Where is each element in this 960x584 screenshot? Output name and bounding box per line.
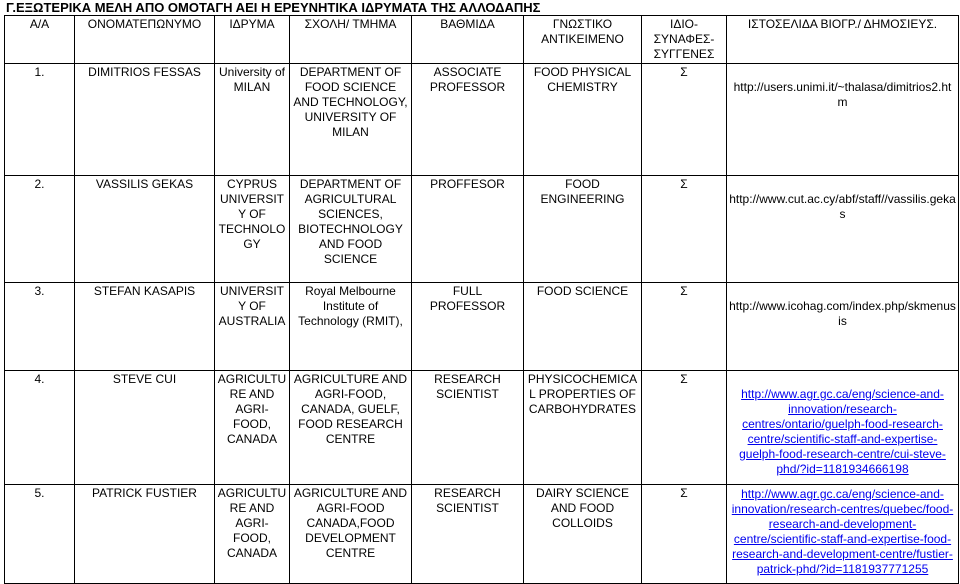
- table-row: [5, 176, 959, 283]
- row-bio-cell: [727, 176, 959, 283]
- row-school: DEPARTMENT OF FOOD SCIENCE AND TECHNOLOGY, UNIVERSITY OF MILAN: [290, 64, 412, 176]
- row-num: 2.: [5, 176, 75, 283]
- table-row: [5, 283, 959, 371]
- row-bio-cell: [727, 283, 959, 371]
- header-rank: ΒΑΘΜΙΔΑ: [412, 16, 524, 64]
- row-school: AGRICULTURE AND AGRI-FOOD CANADA,FOOD DEVELOPMENT CENTRE: [290, 485, 412, 584]
- bio-link[interactable]: http://www.agr.gc.ca/eng/science-and-innovation/research-centres/ontario/guelph-food-research-centre/scientific-staff-and-expertise-guelph-food-research-centre/cui-steve-phd/?id=1181934666198: [739, 387, 946, 476]
- row-num: 4.: [5, 371, 75, 485]
- table-row: [5, 485, 959, 584]
- row-field: PHYSICOCHEMICAL PROPERTIES OF CARBOHYDRATES: [524, 371, 642, 485]
- row-bio-cell: [727, 485, 959, 584]
- header-institution: ΙΔΡΥΜΑ: [215, 16, 290, 64]
- header-bio: ΙΣΤΟΣΕΛΙΔΑ ΒΙΟΓΡ./ ΔΗΜΟΣΙΕΥΣ.: [727, 16, 959, 64]
- row-name: VASSILIS GEKAS: [75, 176, 215, 283]
- bio-link[interactable]: http://www.icohag.com/index.php/skmenusis: [729, 299, 956, 328]
- header-school: ΣΧΟΛΗ/ ΤΜΗΜΑ: [290, 16, 412, 64]
- row-school: AGRICULTURE AND AGRI-FOOD, CANADA, GUELF, FOOD RESEARCH CENTRE: [290, 371, 412, 485]
- row-relation: Σ: [642, 371, 727, 485]
- row-rank: FULL PROFESSOR: [412, 283, 524, 371]
- row-relation: Σ: [642, 64, 727, 176]
- row-school: Royal Melbourne Institute of Technology (RMIT),: [290, 283, 412, 371]
- bio-link[interactable]: http://www.agr.gc.ca/eng/science-and-innovation/research-centres/quebec/food-research-and-development-centre/scientific-staff-and-expertise-food-research-and-development-centre/fustier-patrick-phd/?id=1181937771255: [731, 487, 954, 576]
- row-name: DIMITRIOS FESSAS: [75, 64, 215, 176]
- header-num: Α/Α: [5, 16, 75, 64]
- table-row: [5, 371, 959, 485]
- bio-link[interactable]: http://www.cut.ac.cy/abf/staff//vassilis.gekas: [729, 192, 956, 221]
- header-row: [5, 16, 959, 64]
- row-field: DAIRY SCIENCE AND FOOD COLLOIDS: [524, 485, 642, 584]
- table-row: [5, 64, 959, 176]
- bio-link[interactable]: http://users.unimi.it/~thalasa/dimitrios2.htm: [733, 80, 952, 109]
- row-institution: AGRICULTURE AND AGRI-FOOD, CANADA: [215, 371, 290, 485]
- row-field: FOOD ENGINEERING: [524, 176, 642, 283]
- page-title: Γ.ΕΞΩΤΕΡΙΚΑ ΜΕΛΗ ΑΠΟ ΟΜΟΤΑΓΗ ΑΕΙ Η ΕΡΕΥΝΗΤΙΚΑ ΙΔΡΥΜΑΤΑ ΤΗΣ ΑΛΛΟΔΑΠΗΣ: [6, 0, 541, 15]
- row-relation: Σ: [642, 485, 727, 584]
- header-name: ΟΝΟΜΑΤΕΠΩΝΥΜΟ: [75, 16, 215, 64]
- row-name: STEVE CUI: [75, 371, 215, 485]
- row-num: 5.: [5, 485, 75, 584]
- row-field: FOOD SCIENCE: [524, 283, 642, 371]
- row-bio-cell: [727, 64, 959, 176]
- row-institution: University of MILAN: [215, 64, 290, 176]
- row-name: PATRICK FUSTIER: [75, 485, 215, 584]
- header-field: ΓΝΩΣΤΙΚΟ ΑΝΤΙΚΕΙΜΕΝΟ: [524, 16, 642, 64]
- row-bio-cell: [727, 371, 959, 485]
- row-num: 1.: [5, 64, 75, 176]
- header-relation: ΙΔΙΟ-ΣΥΝΑΦΕΣ-ΣΥΓΓΕΝΕΣ: [642, 16, 727, 64]
- row-rank: RESEARCH SCIENTIST: [412, 371, 524, 485]
- row-relation: Σ: [642, 176, 727, 283]
- row-institution: AGRICULTURE AND AGRI-FOOD, CANADA: [215, 485, 290, 584]
- row-name: STEFAN KASAPIS: [75, 283, 215, 371]
- row-rank: PROFFESOR: [412, 176, 524, 283]
- members-table: [4, 15, 959, 584]
- row-rank: RESEARCH SCIENTIST: [412, 485, 524, 584]
- row-institution: CYPRUS UNIVERSITY OF TECHNOLO GY: [215, 176, 290, 283]
- row-num: 3.: [5, 283, 75, 371]
- row-relation: Σ: [642, 283, 727, 371]
- row-rank: ASSOCIATE PROFESSOR: [412, 64, 524, 176]
- row-field: FOOD PHYSICAL CHEMISTRY: [524, 64, 642, 176]
- row-school: DEPARTMENT OF AGRICULTURAL SCIENCES, BIOTECHNOLOGY AND FOOD SCIENCE: [290, 176, 412, 283]
- row-institution: UNIVERSITY OF AUSTRALIA: [215, 283, 290, 371]
